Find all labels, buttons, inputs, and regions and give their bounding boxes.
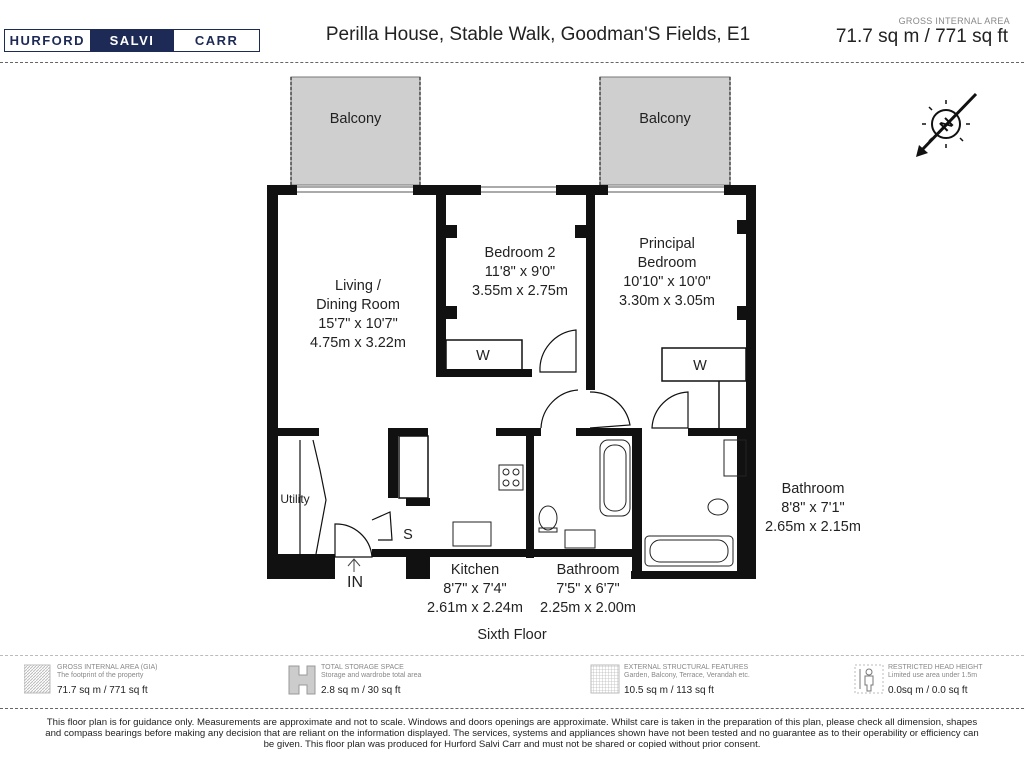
balcony-right-label: Balcony	[639, 111, 691, 127]
room-size-imperial: 7'5" x 6'7"	[556, 581, 620, 597]
room-name: Bathroom	[556, 562, 620, 578]
wardrobe-label-bedroom2: W	[476, 348, 490, 364]
room-size-metric: 2.61m x 2.24m	[427, 600, 523, 616]
room-size-metric: 3.30m x 3.05m	[619, 293, 715, 309]
brand-name-part1: HURFORD	[5, 30, 90, 51]
room-bathroom-main	[520, 561, 656, 618]
wardrobe-label-principal: W	[693, 358, 707, 374]
room-bedroom-2	[450, 244, 590, 301]
balcony-right	[600, 77, 730, 185]
gia-label: GROSS INTERNAL AREA	[898, 16, 1010, 26]
footer-divider	[0, 708, 1024, 709]
storage-label: S	[403, 527, 413, 543]
legend-item-restricted: RESTRICTED HEAD HEIGHT Limited use area under 1.5m 0.0sq m / 0.0 sq ft	[854, 663, 1019, 699]
legend-item-storage: TOTAL STORAGE SPACE Storage and wardrobe total area 2.8 sq m / 30 sq ft	[287, 663, 527, 699]
compass-letter: N	[936, 114, 958, 136]
legend-top-divider	[0, 655, 1024, 656]
balcony-left	[291, 77, 420, 185]
brand-name-part2: SALVI	[90, 30, 175, 51]
room-bathroom-ensuite	[748, 480, 878, 537]
room-size-imperial: 11'8" x 9'0"	[484, 264, 556, 280]
room-living-dining	[283, 277, 433, 353]
legend-item-external: EXTERNAL STRUCTURAL FEATURES Garden, Balcony, Terrace, Verandah etc. 10.5 sq m / 113 sq ft	[590, 663, 830, 699]
utility-label: Utility	[280, 492, 310, 506]
compass-icon	[916, 94, 976, 157]
balcony-left-label: Balcony	[329, 111, 382, 127]
room-name: Principal Bedroom	[637, 236, 697, 271]
room-size-metric: 2.65m x 2.15m	[765, 519, 861, 535]
room-size-metric: 3.55m x 2.75m	[472, 283, 568, 299]
room-size-metric: 4.75m x 3.22m	[310, 335, 406, 351]
storage-icon	[287, 663, 317, 697]
room-size-metric: 2.25m x 2.00m	[540, 600, 636, 616]
head-height-icon	[854, 663, 884, 697]
floor-label: Sixth Floor	[477, 627, 547, 643]
room-size-imperial: 8'8" x 7'1"	[781, 500, 845, 516]
room-size-imperial: 15'7" x 10'7"	[318, 316, 398, 332]
room-principal-bedroom	[597, 235, 737, 311]
fixtures	[453, 440, 746, 566]
room-name: Bathroom	[781, 481, 845, 497]
room-name: Bedroom 2	[484, 245, 556, 261]
room-name: Living / Dining Room	[316, 278, 400, 313]
gia-value: 71.7 sq m / 771 sq ft	[835, 26, 1008, 47]
property-address: Perilla House, Stable Walk, Goodman'S Fields, E1	[325, 24, 751, 45]
brand-name-part3: CARR	[174, 30, 259, 51]
entrance-arrow-icon	[348, 559, 360, 572]
gia-hatch-icon	[24, 663, 52, 695]
entrance-label: IN	[347, 574, 363, 591]
disclaimer-text: This floor plan is for guidance only. Measurements are approximate and not to scale. Windows and doors openings are approximate. Whilst care is taken in the preparation of this plan, please check all dimension, shapes and compass bearings before making any decision that are reliant on the information displayed. The services, systems and appliances shown have not been tested and no guarantee as to their operability or efficiency can be given. This floor plan was produced for Hurford Salvi Carr and must not be shared or copied without prior consent.	[45, 717, 979, 750]
room-size-imperial: 8'7" x 7'4"	[443, 581, 507, 597]
legend-item-gia: GROSS INTERNAL AREA (GIA) The footprint of the property 71.7 sq m / 771 sq ft	[24, 663, 264, 699]
external-grid-icon	[590, 663, 620, 697]
room-size-imperial: 10'10" x 10'0"	[623, 274, 711, 290]
room-name: Kitchen	[450, 562, 500, 578]
